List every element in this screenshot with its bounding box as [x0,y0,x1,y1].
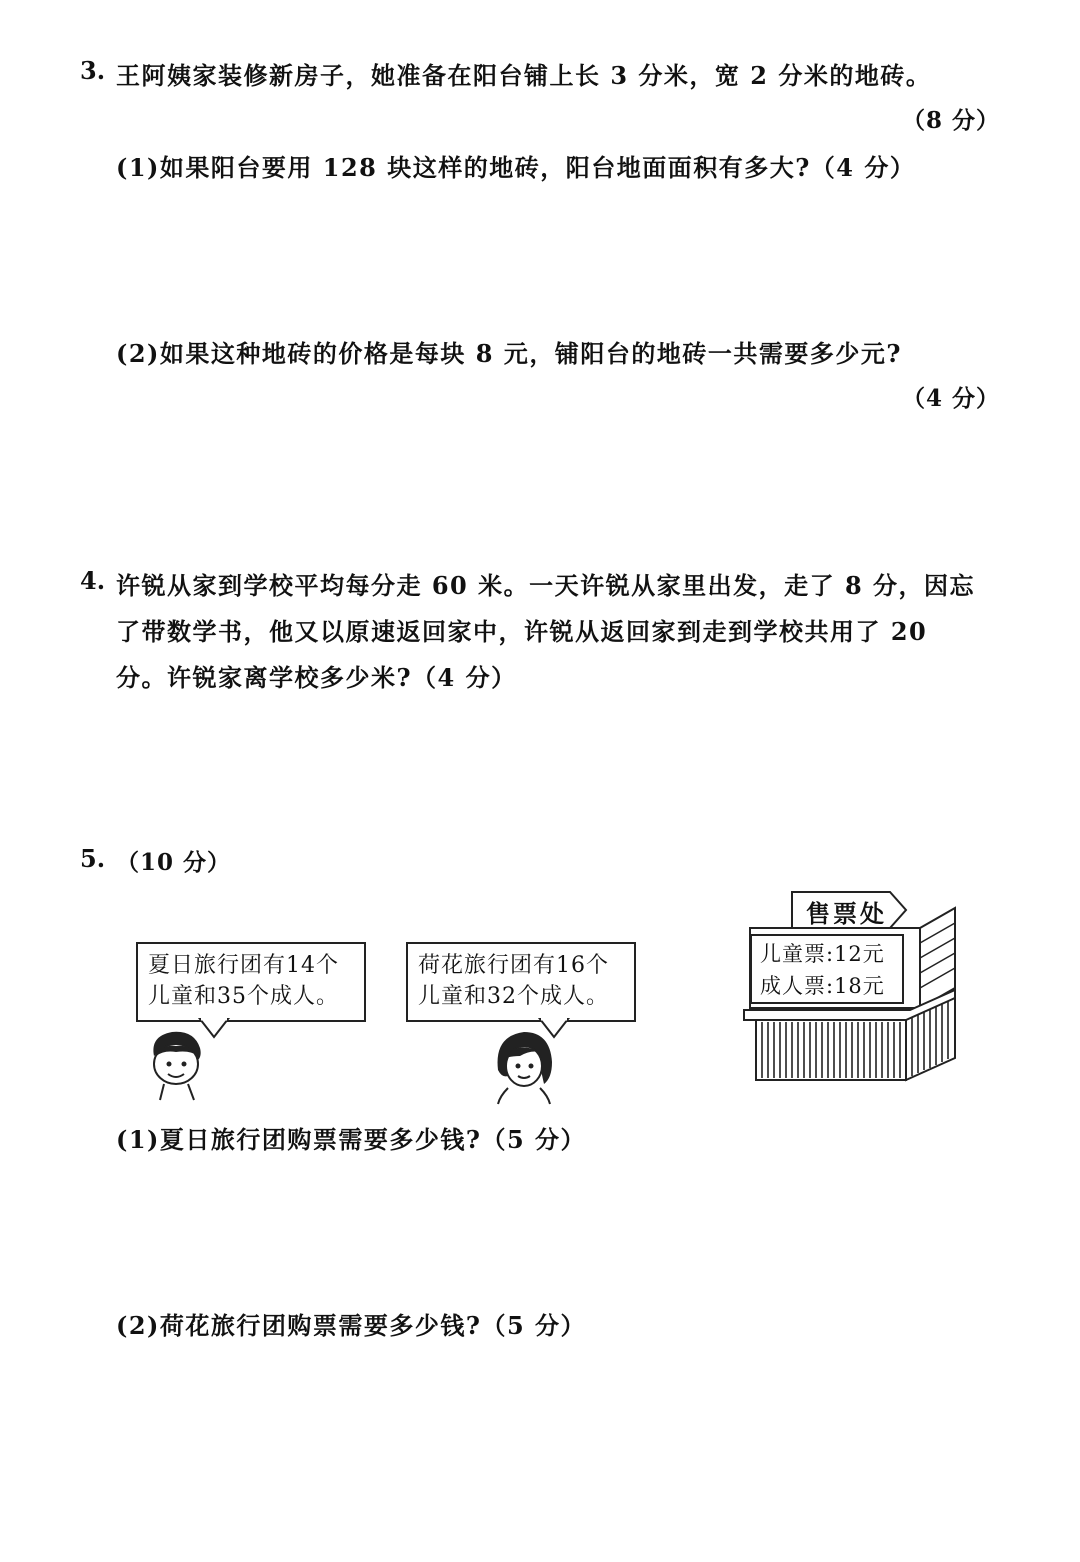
bubble-1-line-1: 夏日旅行团有14个 [148,953,339,978]
question-5-number: 5. [80,844,106,873]
boy-icon [142,1026,212,1106]
speech-bubble-lotus-group [406,942,636,1022]
question-4-number: 4. [80,566,106,595]
bubble-2-line-1: 荷花旅行团有16个 [418,953,609,978]
girl-icon [490,1026,560,1106]
question-3-part-2-score: （4 分） [902,385,1001,412]
question-5-part-1: (1)夏日旅行团购票需要多少钱?（5 分） [116,1125,587,1154]
question-4-line-1: 许锐从家到学校平均每分走 60 米。一天许锐从家里出发，走了 8 分，因忘 [116,571,976,600]
child-ticket-price: 儿童票:12元 [760,942,885,966]
bubble-2-line-2: 儿童和32个成人。 [418,984,609,1009]
question-4-line-3: 分。许锐家离学校多少米?（4 分） [116,663,517,692]
question-5-part-2: (2)荷花旅行团购票需要多少钱?（5 分） [116,1311,587,1340]
question-3-text: 王阿姨家装修新房子，她准备在阳台铺上长 3 分米，宽 2 分米的地砖。 [116,61,932,90]
bubble-1-line-2: 儿童和35个成人。 [148,984,339,1009]
question-3-part-1: (1)如果阳台要用 128 块这样的地砖，阳台地面面积有多大?（4 分） [116,153,916,182]
speech-bubble-summer-group [136,942,366,1022]
booth-sign-text: 售票处 [806,899,887,928]
question-3-number: 3. [80,56,106,85]
question-3-score: （8 分） [902,107,1001,134]
question-5-score: （10 分） [116,849,232,876]
question-4-line-2: 了带数学书，他又以原速返回家中，许锐从返回家到走到学校共用了 20 [116,617,928,646]
adult-ticket-price: 成人票:18元 [760,974,885,998]
question-3-part-2: (2)如果这种地砖的价格是每块 8 元，铺阳台的地砖一共需要多少元? [116,339,902,368]
price-board [750,934,904,1004]
